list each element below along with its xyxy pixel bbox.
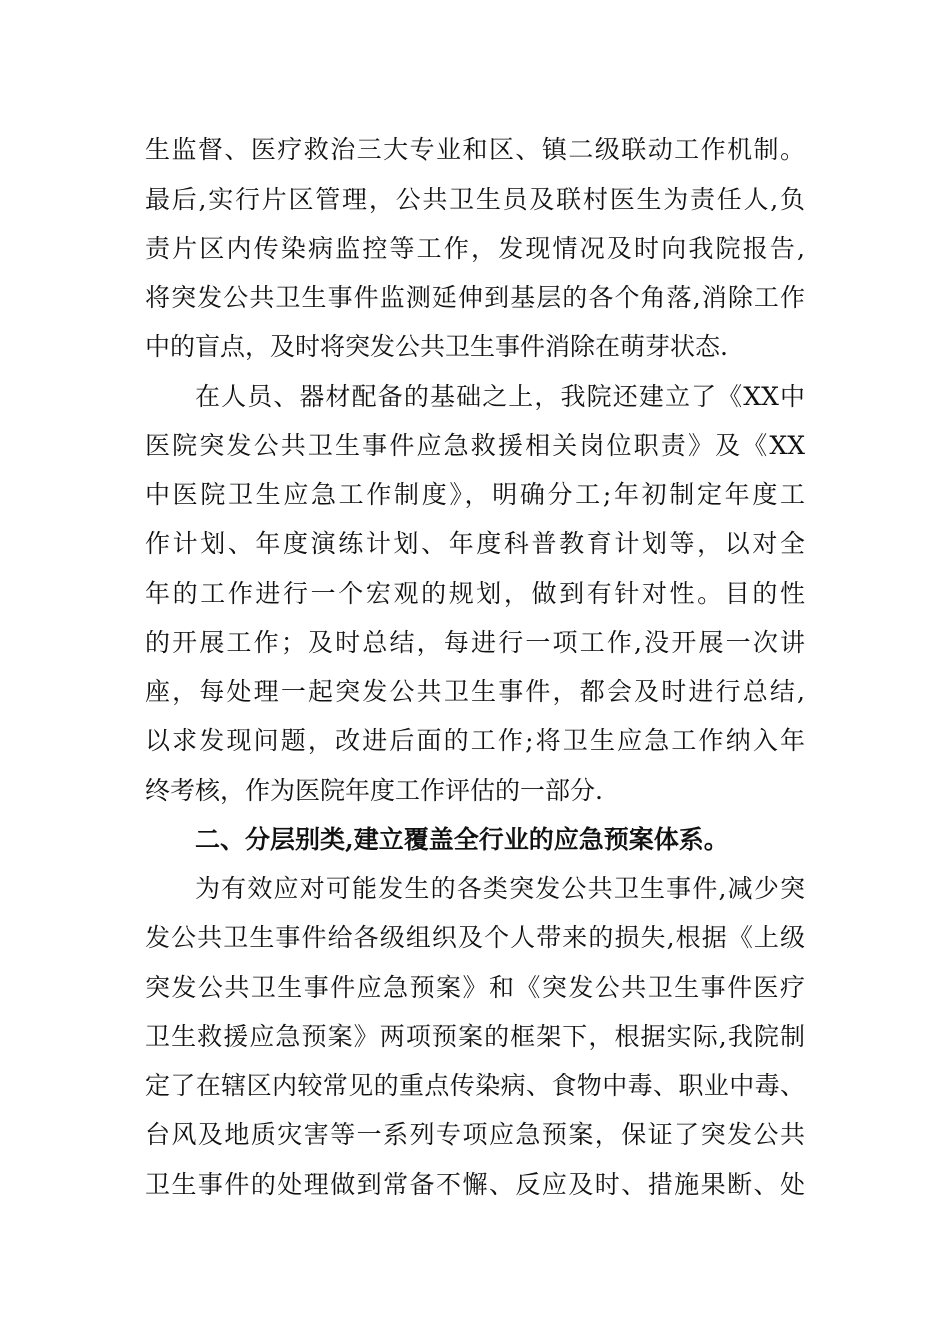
paragraph-first-line: 在人员、器材配备的基础之上，我院还建立了《XX中 xyxy=(195,382,805,411)
body-text-line: 中医院卫生应急工作制度》，明确分工;年初制定年度工 xyxy=(145,480,805,509)
body-text-line: 座，每处理一起突发公共卫生事件，都会及时进行总结, xyxy=(145,677,805,706)
body-text-line: 最后,实行片区管理，公共卫生员及联村医生为责任人,负 xyxy=(145,185,805,214)
body-text-line: 卫生救援应急预案》两项预案的框架下，根据实际,我院制 xyxy=(145,1022,805,1051)
body-text-line: 定了在辖区内较常见的重点传染病、食物中毒、职业中毒、 xyxy=(145,1071,805,1100)
body-text-line: 的开展工作；及时总结，每进行一项工作,没开展一次讲 xyxy=(145,628,805,657)
body-text-line: 医院突发公共卫生事件应急救援相关岗位职责》及《XX xyxy=(145,431,805,460)
body-text-line: 卫生事件的处理做到常备不懈、反应及时、措施果断、处 xyxy=(145,1170,805,1199)
body-text-line: 责片区内传染病监控等工作，发现情况及时向我院报告, xyxy=(145,234,805,263)
body-text-line: 年的工作进行一个宏观的规划，做到有针对性。目的性 xyxy=(145,579,805,608)
body-text-line: 中的盲点，及时将突发公共卫生事件消除在萌芽状态. xyxy=(145,332,728,361)
body-text-line: 台风及地质灾害等一系列专项应急预案，保证了突发公共 xyxy=(145,1120,805,1149)
body-text-line: 生监督、医疗救治三大专业和区、镇二级联动工作机制。 xyxy=(145,135,805,164)
body-text-line: 终考核，作为医院年度工作评估的一部分. xyxy=(145,776,603,805)
section-heading: 二、分层别类,建立覆盖全行业的应急预案体系。 xyxy=(195,825,729,854)
body-text-line: 突发公共卫生事件应急预案》和《突发公共卫生事件医疗 xyxy=(145,973,805,1002)
body-text-line: 将突发公共卫生事件监测延伸到基层的各个角落,消除工作 xyxy=(145,283,805,312)
paragraph-first-line: 为有效应对可能发生的各类突发公共卫生事件,减少突 xyxy=(195,874,805,903)
body-text-line: 发公共卫生事件给各级组织及个人带来的损失,根据《上级 xyxy=(145,923,805,952)
body-text-line: 作计划、年度演练计划、年度科普教育计划等，以对全 xyxy=(145,529,805,558)
body-text-line: 以求发现问题，改进后面的工作;将卫生应急工作纳入年 xyxy=(145,726,805,755)
